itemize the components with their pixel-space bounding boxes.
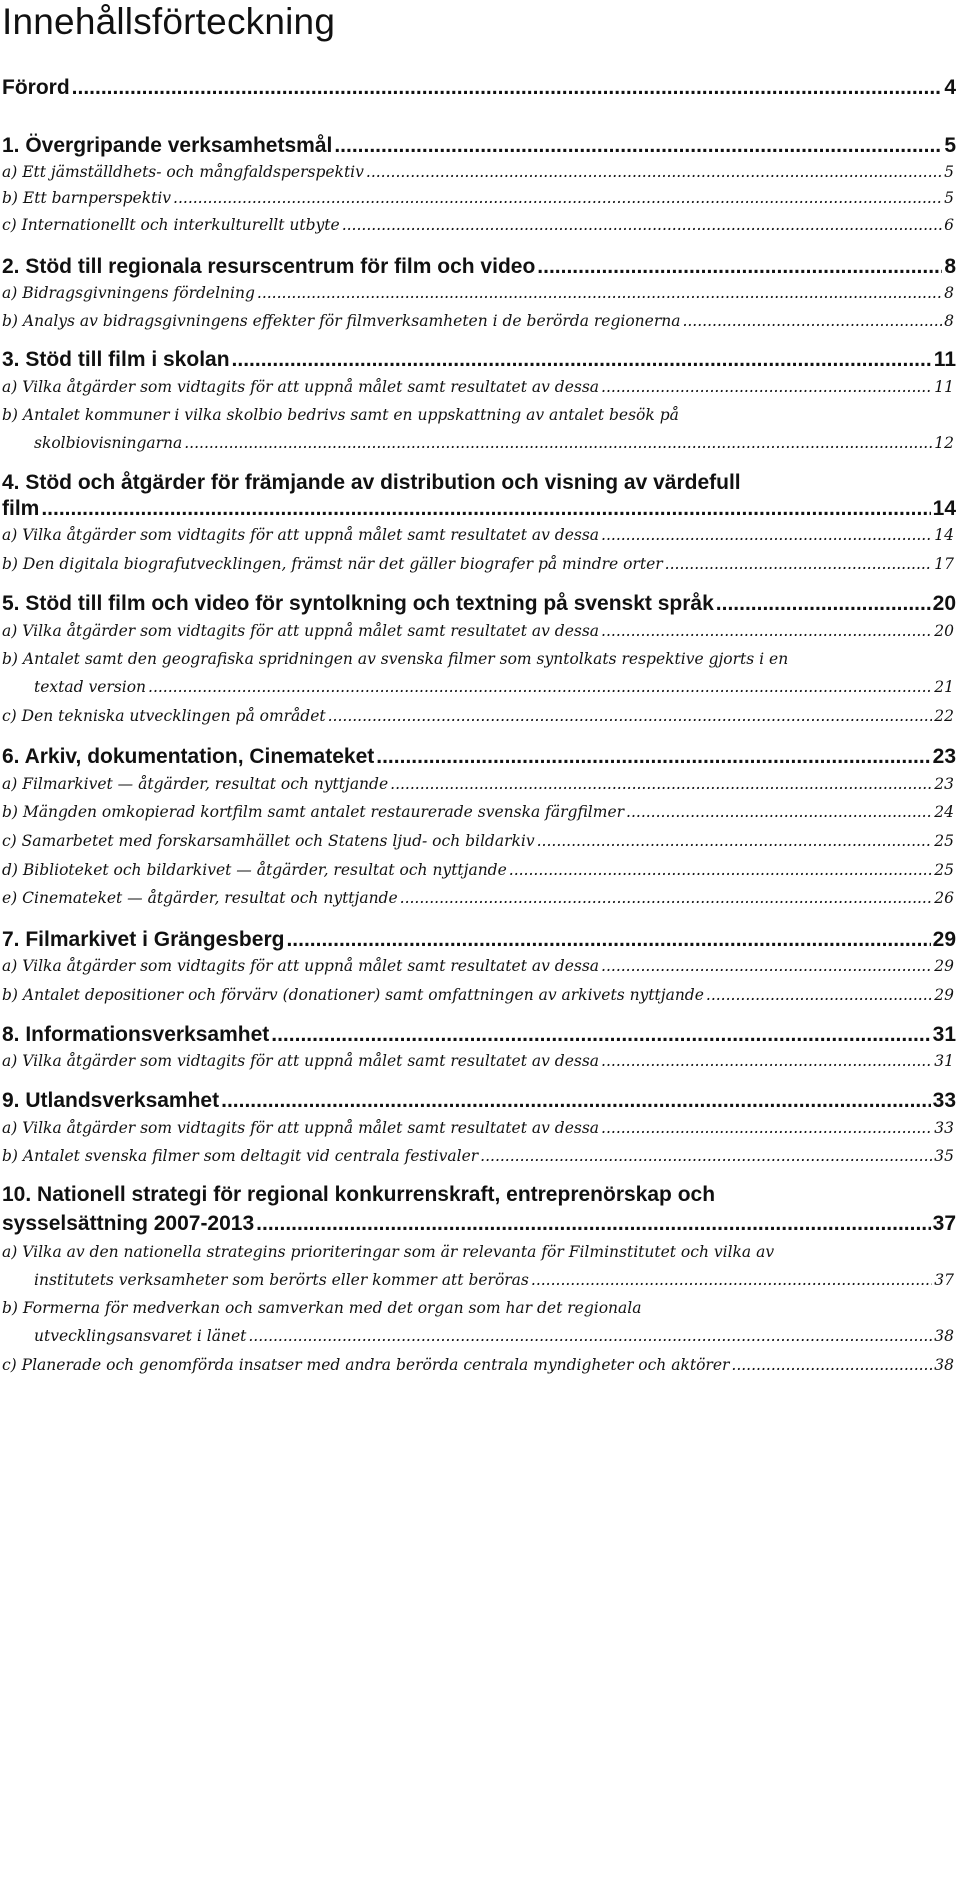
toc-entry-section-1[interactable]	[2, 134, 956, 158]
toc-entry-text: 6. Arkiv, dokumentation, Cinemateket	[2, 745, 375, 768]
dot-leader	[286, 928, 930, 952]
toc-page-number: 37	[934, 1271, 954, 1289]
dot-leader	[601, 1052, 932, 1070]
toc-page-number: 4	[944, 76, 956, 99]
dot-leader	[256, 1212, 930, 1236]
toc-entry-7b[interactable]	[2, 986, 954, 1004]
toc-entry-text: c) Planerade och genomförda insatser med andra berörda centrala myndigheter och aktörer	[2, 1356, 730, 1374]
toc-entry-section-10[interactable]	[2, 1212, 956, 1236]
toc-entry-section-2[interactable]	[2, 255, 956, 279]
toc-page-number: 29	[932, 928, 956, 951]
toc-page-number: 8	[944, 312, 954, 330]
dot-leader	[148, 678, 932, 696]
toc-page-number: 25	[934, 832, 954, 850]
toc-page-number: 5	[944, 134, 956, 157]
toc-entry-10b[interactable]	[34, 1327, 954, 1345]
toc-entry-10a-line1[interactable]: a) Vilka av den nationella strategins prioriteringar som är relevanta för Filminstitutet och vilka av	[2, 1243, 775, 1261]
toc-page-number: 37	[932, 1212, 956, 1235]
dot-leader	[682, 312, 942, 330]
toc-entry-forord[interactable]	[2, 76, 956, 100]
toc-entry-text: b) Analys av bidragsgivningens effekter för filmverksamheten i de berörda regionerna	[2, 312, 681, 330]
toc-entry-text: c) Internationellt och interkulturellt utbyte	[2, 216, 340, 234]
toc-page-number: 23	[934, 775, 954, 793]
toc-page-number: 29	[934, 986, 954, 1004]
dot-leader	[716, 592, 931, 616]
toc-entry-text: b) Den digitala biografutvecklingen, främst när det gäller biografer på mindre orter	[2, 555, 663, 573]
toc-entry-6d[interactable]	[2, 861, 954, 879]
toc-entry-section-7[interactable]	[2, 928, 956, 952]
dot-leader	[601, 957, 932, 975]
toc-entry-text: sysselsättning 2007-2013	[2, 1212, 255, 1235]
dot-leader	[271, 1023, 930, 1047]
toc-page-number: 33	[932, 1089, 956, 1112]
toc-entry-8a[interactable]	[2, 1052, 954, 1070]
toc-entry-text: b) Antalet svenska filmer som deltagit vid centrala festivaler	[2, 1147, 479, 1165]
toc-entry-text: 1. Övergripande verksamhetsmål	[2, 134, 333, 157]
toc-page-number: 25	[934, 861, 954, 879]
toc-entry-text: b) Antalet depositioner och förvärv (donationer) samt omfattningen av arkivets nyttjande	[2, 986, 704, 1004]
toc-entry-4b[interactable]	[2, 555, 954, 573]
toc-entry-text: a) Vilka åtgärder som vidtagits för att uppnå målet samt resultatet av dessa	[2, 622, 600, 640]
toc-entry-section-10-line1[interactable]: 10. Nationell strategi för regional konkurrenskraft, entreprenörskap och	[2, 1183, 716, 1206]
dot-leader	[376, 745, 930, 769]
dot-leader	[366, 163, 942, 181]
toc-page-number: 11	[933, 348, 956, 371]
toc-entry-5b[interactable]	[34, 678, 954, 696]
toc-entry-text: 7. Filmarkivet i Grängesberg	[2, 928, 285, 951]
toc-entry-text: a) Ett jämställdhets- och mångfaldsperspektiv	[2, 163, 364, 181]
toc-entry-3b[interactable]	[34, 434, 954, 452]
dot-leader	[184, 434, 932, 452]
dot-leader	[706, 986, 932, 1004]
toc-entry-text: c) Samarbetet med forskarsamhället och Statens ljud- och bildarkiv	[2, 832, 535, 850]
toc-entry-5b-line1[interactable]: b) Antalet samt den geografiska spridningen av svenska filmer som syntolkats respektive gjorts i en	[2, 650, 789, 668]
toc-entry-text: b) Mängden omkopierad kortfilm samt antalet restaurerade svenska färgfilmer	[2, 803, 625, 821]
toc-entry-section-6[interactable]	[2, 745, 956, 769]
dot-leader	[601, 1119, 932, 1137]
toc-entry-9a[interactable]	[2, 1119, 954, 1137]
dot-leader	[400, 889, 933, 907]
toc-entry-text: 3. Stöd till film i skolan	[2, 348, 230, 371]
dot-leader	[72, 76, 943, 100]
dot-leader	[665, 555, 933, 573]
toc-entry-6a[interactable]	[2, 775, 954, 793]
toc-entry-text: 9. Utlandsverksamhet	[2, 1089, 220, 1112]
toc-page-number: 38	[934, 1327, 954, 1345]
toc-entry-6c[interactable]	[2, 832, 954, 850]
toc-entry-10b-line1[interactable]: b) Formerna för medverkan och samverkan med det organ som har det regionala	[2, 1299, 642, 1317]
toc-page-number: 33	[934, 1119, 954, 1137]
toc-entry-6e[interactable]	[2, 889, 954, 907]
toc-page-number: 38	[934, 1356, 954, 1374]
dot-leader	[221, 1089, 931, 1113]
toc-entry-text: a) Vilka åtgärder som vidtagits för att uppnå målet samt resultatet av dessa	[2, 957, 600, 975]
dot-leader	[601, 622, 932, 640]
toc-page-number: 12	[934, 434, 954, 452]
toc-page-number: 6	[944, 216, 954, 234]
toc-entry-text: institutets verksamheter som berörts eller kommer att beröras	[34, 1271, 529, 1289]
toc-page-number: 29	[934, 957, 954, 975]
toc-entry-5a[interactable]	[2, 622, 954, 640]
toc-entry-text: c) Den tekniska utvecklingen på området	[2, 707, 326, 725]
dot-leader	[531, 1271, 932, 1289]
toc-page-number: 22	[934, 707, 954, 725]
toc-page-number: 17	[934, 555, 954, 573]
toc-page-number: 11	[934, 378, 954, 396]
toc-page-number: 26	[934, 889, 954, 907]
toc-entry-text: Förord	[2, 76, 70, 99]
toc-page-number: 23	[932, 745, 956, 768]
toc-entry-1b[interactable]	[2, 189, 954, 207]
dot-leader	[537, 255, 942, 279]
toc-entry-text: utvecklingsansvaret i länet	[34, 1327, 247, 1345]
dot-leader	[257, 284, 942, 302]
dot-leader	[248, 1327, 932, 1345]
dot-leader	[328, 707, 933, 725]
toc-entry-10a[interactable]	[34, 1271, 954, 1289]
toc-entry-text: textad version	[34, 678, 147, 696]
toc-page-number: 35	[934, 1147, 954, 1165]
dot-leader	[601, 378, 932, 396]
dot-leader	[390, 775, 932, 793]
toc-entry-1a[interactable]	[2, 163, 954, 181]
dot-leader	[232, 348, 932, 372]
toc-entry-10c[interactable]	[2, 1356, 954, 1374]
toc-page-number: 20	[934, 622, 954, 640]
toc-entry-1c[interactable]	[2, 216, 954, 234]
dot-leader	[731, 1356, 932, 1374]
toc-entry-2a[interactable]	[2, 284, 954, 302]
toc-page-number: 8	[944, 255, 956, 278]
toc-entry-text: a) Vilka åtgärder som vidtagits för att uppnå målet samt resultatet av dessa	[2, 1119, 600, 1137]
toc-entry-9b[interactable]	[2, 1147, 954, 1165]
dot-leader	[342, 216, 942, 234]
toc-page-number: 31	[932, 1023, 956, 1046]
toc-entry-text: a) Vilka åtgärder som vidtagits för att uppnå målet samt resultatet av dessa	[2, 526, 600, 544]
toc-entry-3b-line1[interactable]: b) Antalet kommuner i vilka skolbio bedrivs samt en uppskattning av antalet besök på	[2, 406, 679, 424]
dot-leader	[41, 497, 930, 521]
toc-entry-text: 2. Stöd till regionala resurscentrum för film och video	[2, 255, 536, 278]
toc-entry-5c[interactable]	[2, 707, 954, 725]
toc-entry-4a[interactable]	[2, 526, 954, 544]
toc-entry-text: a) Bidragsgivningens fördelning	[2, 284, 255, 302]
dot-leader	[626, 803, 932, 821]
dot-leader	[173, 189, 942, 207]
toc-entry-3a[interactable]	[2, 378, 954, 396]
page-title: Innehållsförteckning	[2, 1, 336, 42]
toc-page-number: 8	[944, 284, 954, 302]
toc-entry-text: b) Ett barnperspektiv	[2, 189, 172, 207]
toc-entry-text: skolbiovisningarna	[34, 434, 183, 452]
toc-entry-6b[interactable]	[2, 803, 954, 821]
toc-page-number: 5	[944, 189, 954, 207]
dot-leader	[334, 134, 942, 158]
dot-leader	[509, 861, 932, 879]
toc-entry-7a[interactable]	[2, 957, 954, 975]
toc-entry-text: d) Biblioteket och bildarkivet — åtgärder, resultat och nyttjande	[2, 861, 507, 879]
toc-page-number: 14	[934, 526, 954, 544]
toc-page-number: 24	[934, 803, 954, 821]
toc-entry-text: a) Vilka åtgärder som vidtagits för att uppnå målet samt resultatet av dessa	[2, 1052, 600, 1070]
dot-leader	[480, 1147, 932, 1165]
toc-entry-text: film	[2, 497, 40, 520]
toc-entry-text: a) Vilka åtgärder som vidtagits för att uppnå målet samt resultatet av dessa	[2, 378, 600, 396]
dot-leader	[537, 832, 933, 850]
toc-page-number: 14	[932, 497, 956, 520]
toc-page-number: 21	[934, 678, 954, 696]
toc-entry-text: a) Filmarkivet — åtgärder, resultat och nyttjande	[2, 775, 389, 793]
toc-page-number: 31	[934, 1052, 954, 1070]
toc-entry-section-9[interactable]	[2, 1089, 956, 1113]
toc-entry-section-3[interactable]	[2, 348, 956, 372]
toc-entry-section-4-line1[interactable]: 4. Stöd och åtgärder för främjande av distribution och visning av värdefull	[2, 471, 741, 494]
toc-page-number: 20	[932, 592, 956, 615]
toc-entry-text: e) Cinemateket — åtgärder, resultat och nyttjande	[2, 889, 398, 907]
toc-entry-section-5[interactable]	[2, 592, 956, 616]
toc-entry-text: 8. Informationsverksamhet	[2, 1023, 270, 1046]
toc-entry-section-4[interactable]	[2, 497, 956, 521]
dot-leader	[601, 526, 932, 544]
toc-entry-2b[interactable]	[2, 312, 954, 330]
toc-entry-section-8[interactable]	[2, 1023, 956, 1047]
toc-entry-text: 5. Stöd till film och video för syntolkning och textning på svenskt språk	[2, 592, 714, 615]
toc-page-number: 5	[944, 163, 954, 181]
